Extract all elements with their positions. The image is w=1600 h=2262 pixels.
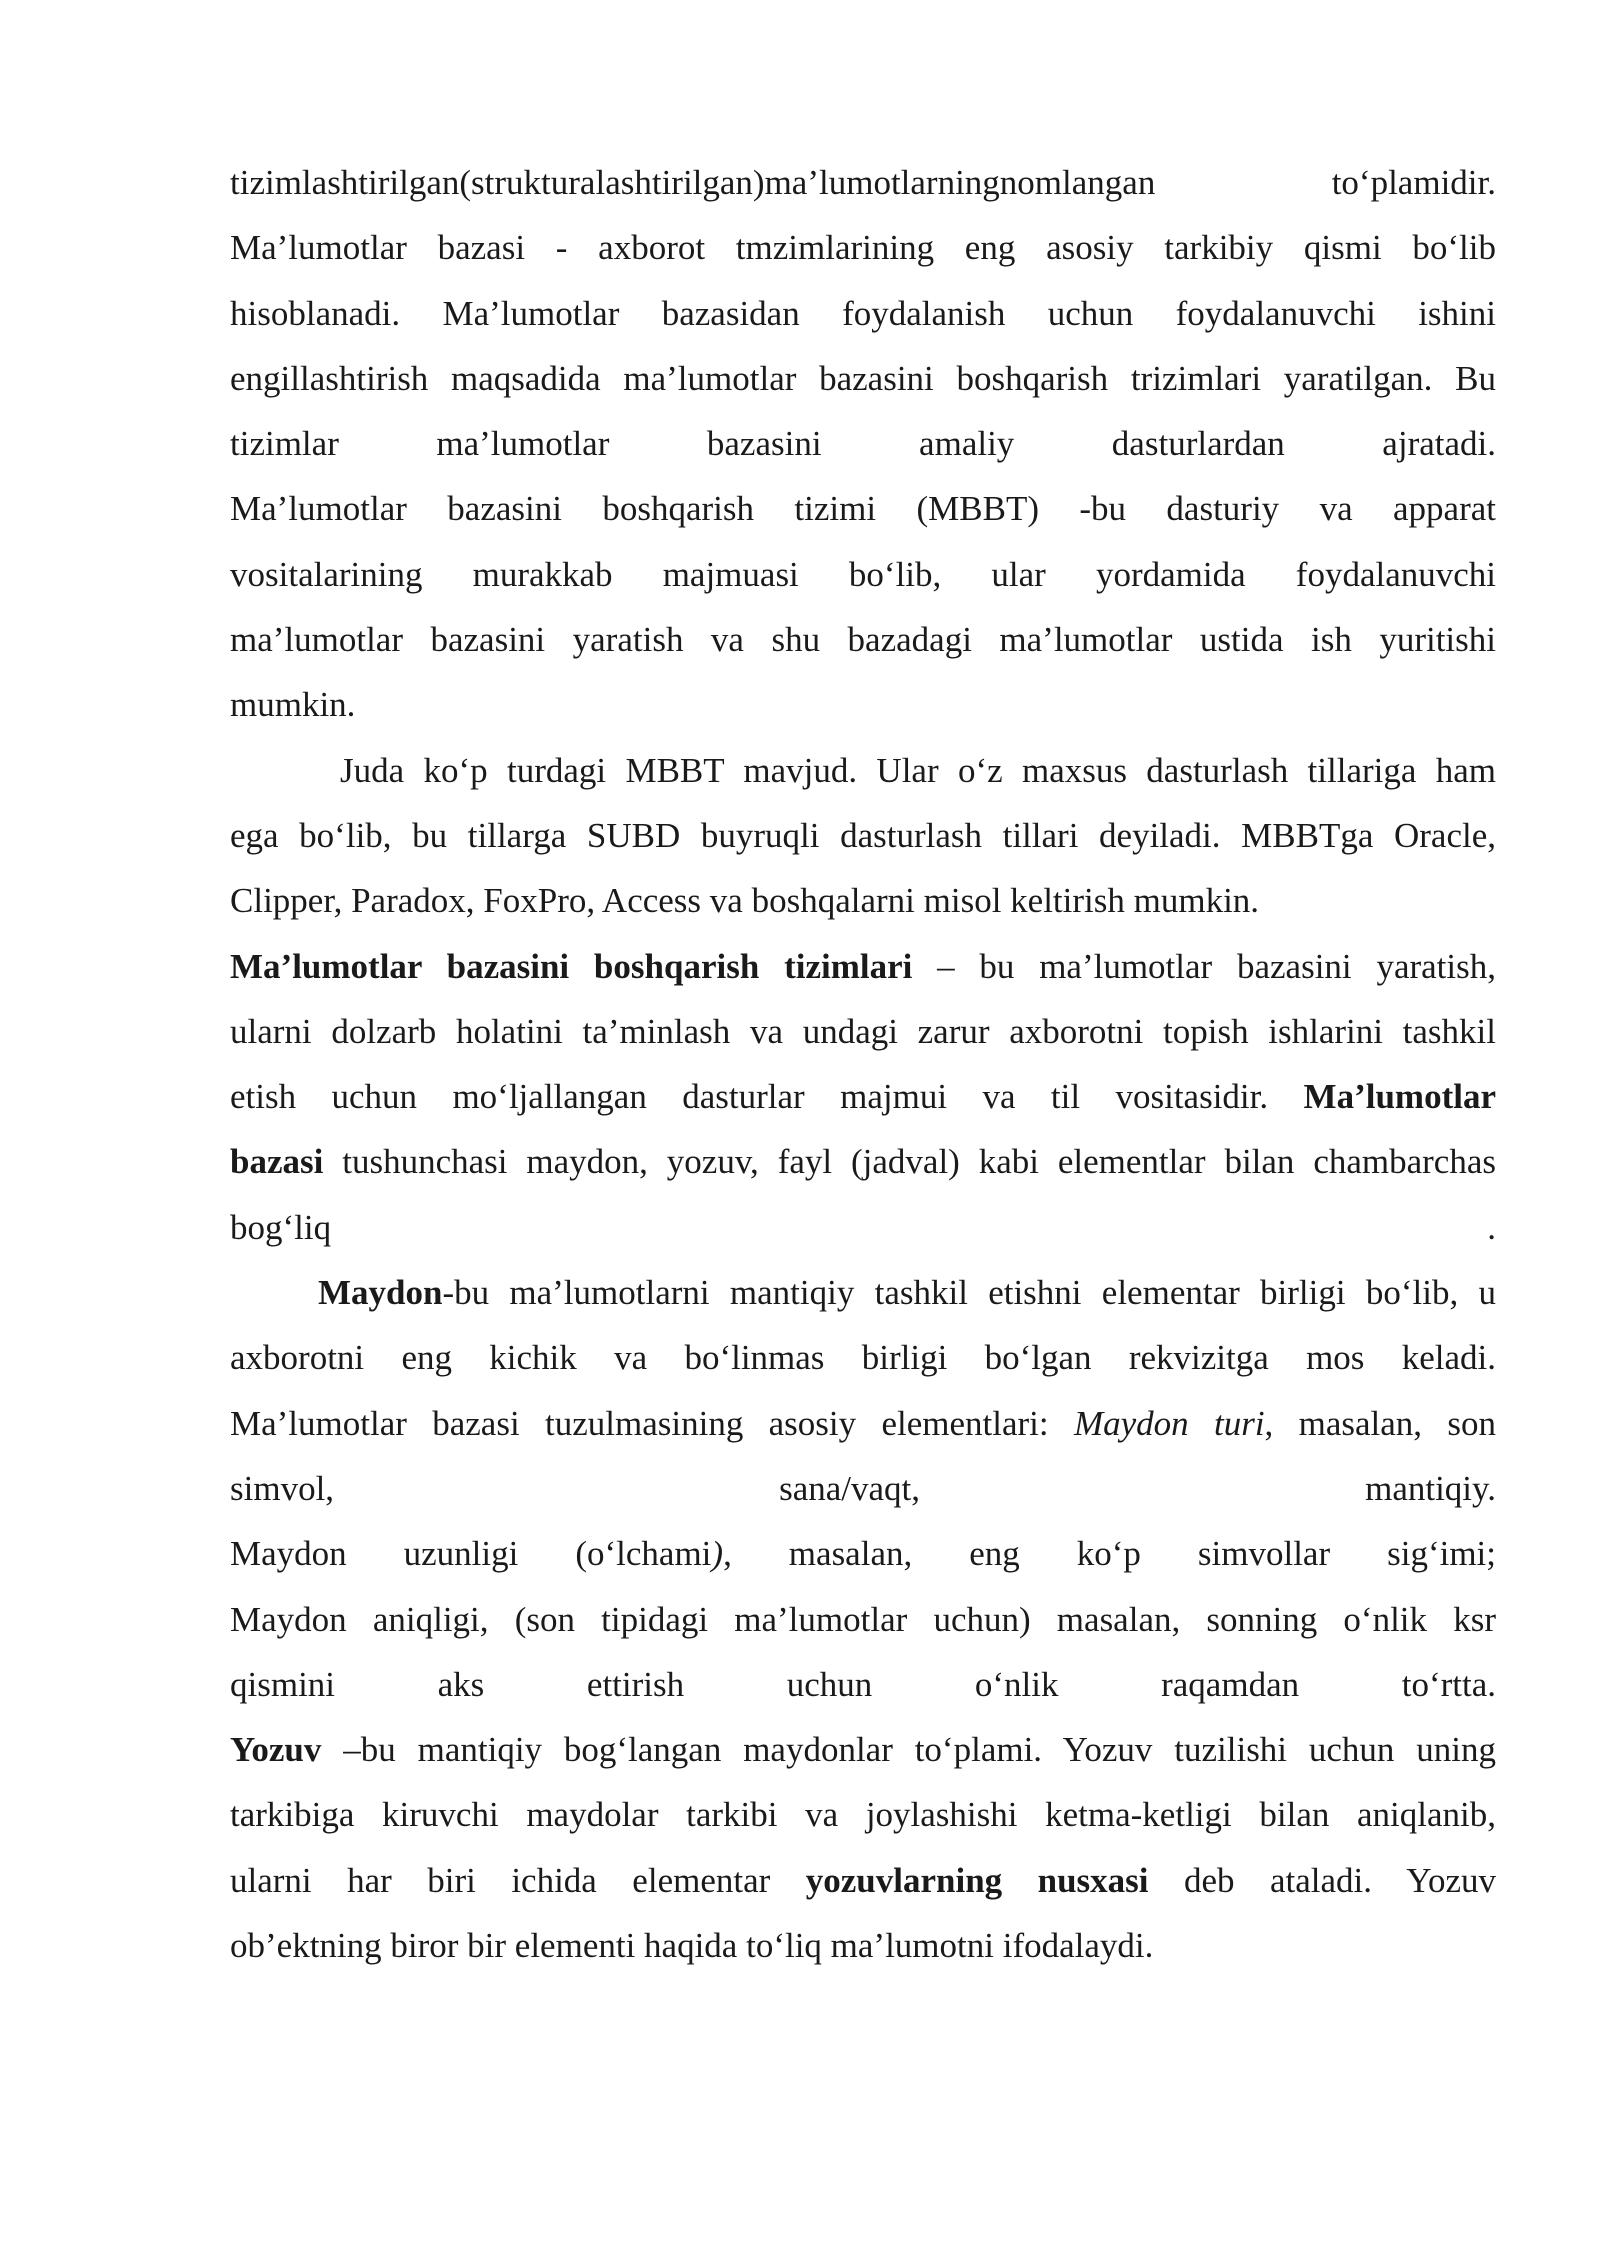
text-line <box>230 868 1496 933</box>
text-segment: Ma’lumotlar bazasi - axborot tmzimlarining eng asosiy tarkibiy qismi bo‘lib <box>230 228 1496 268</box>
text-segment: deb ataladi. Yozuv <box>1148 1860 1496 1900</box>
text-segment: , masalan, son <box>1264 1403 1497 1443</box>
text-line <box>230 1195 1496 1260</box>
line-tail-period: . <box>1487 1207 1496 1247</box>
text-segment: Maydon uzunligi (o‘lchami <box>230 1534 712 1574</box>
text-line <box>230 1325 1496 1390</box>
text-segment: vositalarining murakkab majmuasi bo‘lib, ular yordamida foydalanuvchi <box>230 554 1496 594</box>
text-segment: tizimlashtirilgan(strukturalashtirilgan)ma’lumotlarningnomlangan to‘plamidir. <box>230 163 1496 202</box>
text-segment: ularni dolzarb holatini ta’minlash va undagi zarur axborotni topish ishlarini tashkil <box>230 1011 1496 1051</box>
text-segment: mumkin. <box>230 685 356 725</box>
text-line <box>230 1456 1496 1521</box>
text-line <box>230 281 1496 346</box>
text-line <box>230 1913 1496 1978</box>
text-segment: axborotni eng kichik va bo‘linmas birligi bo‘lgan rekvizitga mos keladi. <box>230 1338 1496 1378</box>
text-line <box>230 1587 1496 1652</box>
text-line <box>230 999 1496 1064</box>
text-segment: – bu ma’lumotlar bazasini yaratish, <box>912 946 1496 986</box>
text-segment: hisoblanadi. Ma’lumotlar bazasidan foydalanish uchun foydalanuvchi ishini <box>230 293 1496 333</box>
text-line <box>230 934 1496 999</box>
paragraph-first-line <box>230 1260 1496 1325</box>
bold-term: Ma’lumotlar bazasini boshqarish tizimlari <box>230 946 913 986</box>
line-main-text <box>230 1195 1487 1260</box>
text-line <box>230 542 1496 607</box>
text-segment: tarkibiga kiruvchi maydolar tarkibi va joylashishi ketma-ketligi bilan aniqlanib, <box>230 1795 1496 1835</box>
text-line <box>230 1848 1496 1913</box>
text-line <box>230 1717 1496 1782</box>
bold-term: yozuvlarning nusxasi <box>805 1860 1149 1900</box>
text-segment: ma’lumotlar bazasini yaratish va shu bazadagi ma’lumotlar ustida ish yuritishi <box>230 620 1496 660</box>
text-line <box>230 411 1496 476</box>
bold-term: Ma’lumotlar <box>1303 1077 1496 1117</box>
text-segment: simvol, sana/vaqt, mantiqiy. <box>230 1468 1496 1508</box>
text-line <box>230 672 1496 737</box>
text-line <box>230 476 1496 541</box>
text-segment: etish uchun mo‘ljallangan dasturlar majmui va til vositasidir. <box>230 1077 1304 1117</box>
text-line <box>230 1129 1496 1194</box>
italic-term: ) <box>711 1534 724 1574</box>
text-segment: tizimlar ma’lumotlar bazasini amaliy dasturlardan ajratadi. <box>230 424 1496 464</box>
text-segment: qismini aks ettirish uchun o‘nlik raqamdan to‘rtta. <box>230 1664 1496 1704</box>
text-line <box>230 1064 1496 1129</box>
text-segment: Clipper, Paradox, FoxPro, Access va boshqalarni misol keltirish mumkin. <box>230 881 1260 921</box>
text-segment: ularni har biri ichida elementar <box>230 1860 806 1900</box>
bold-term: bazasi <box>230 1142 324 1182</box>
text-line <box>230 150 1496 215</box>
text-line <box>230 1391 1496 1456</box>
text-segment: Ma’lumotlar bazasi tuzulmasining asosiy elementlari: <box>230 1403 1074 1443</box>
text-segment: -bu ma’lumotlarni mantiqiy tashkil etishni elementar birligi bo‘lib, u <box>442 1273 1496 1313</box>
text-line <box>230 1521 1496 1586</box>
text-segment: Juda ko‘p turdagi MBBT mavjud. Ular o‘z maxsus dasturlash tillariga ham <box>340 750 1496 790</box>
text-line <box>230 607 1496 672</box>
text-segment: engillashtirish maqsadida ma’lumotlar bazasini boshqarish trizimlari yaratilgan. Bu <box>230 358 1496 398</box>
text-segment: ega bo‘lib, bu tillarga SUBD buyruqli dasturlash tillari deyiladi. MBBTga Oracle, <box>230 815 1496 855</box>
text-line <box>230 803 1496 868</box>
document-body <box>230 150 1496 1978</box>
text-line <box>230 346 1496 411</box>
text-segment: , masalan, eng ko‘p simvollar sig‘imi; <box>723 1534 1496 1574</box>
bold-term: Maydon <box>318 1273 443 1313</box>
text-line <box>230 1652 1496 1717</box>
text-line <box>230 215 1496 280</box>
text-segment: bog‘liq <box>230 1207 332 1247</box>
text-segment: tushunchasi maydon, yozuv, fayl (jadval) kabi elementlar bilan chambarchas <box>323 1142 1496 1182</box>
bold-term: Yozuv <box>230 1730 322 1770</box>
text-segment: –bu mantiqiy bog‘langan maydonlar to‘plami. Yozuv tuzilishi uchun uning <box>321 1730 1496 1770</box>
text-segment: ob’ektning biror bir elementi haqida to‘liq ma’lumotni ifodalaydi. <box>230 1926 1154 1966</box>
paragraph-first-line <box>230 738 1496 803</box>
text-line <box>230 1782 1496 1847</box>
italic-term: Maydon turi <box>1073 1403 1265 1443</box>
text-segment: Maydon aniqligi, (son tipidagi ma’lumotlar uchun) masalan, sonning o‘nlik ksr <box>230 1599 1496 1639</box>
text-segment: Ma’lumotlar bazasini boshqarish tizimi (MBBT) -bu dasturiy va apparat <box>230 489 1496 529</box>
